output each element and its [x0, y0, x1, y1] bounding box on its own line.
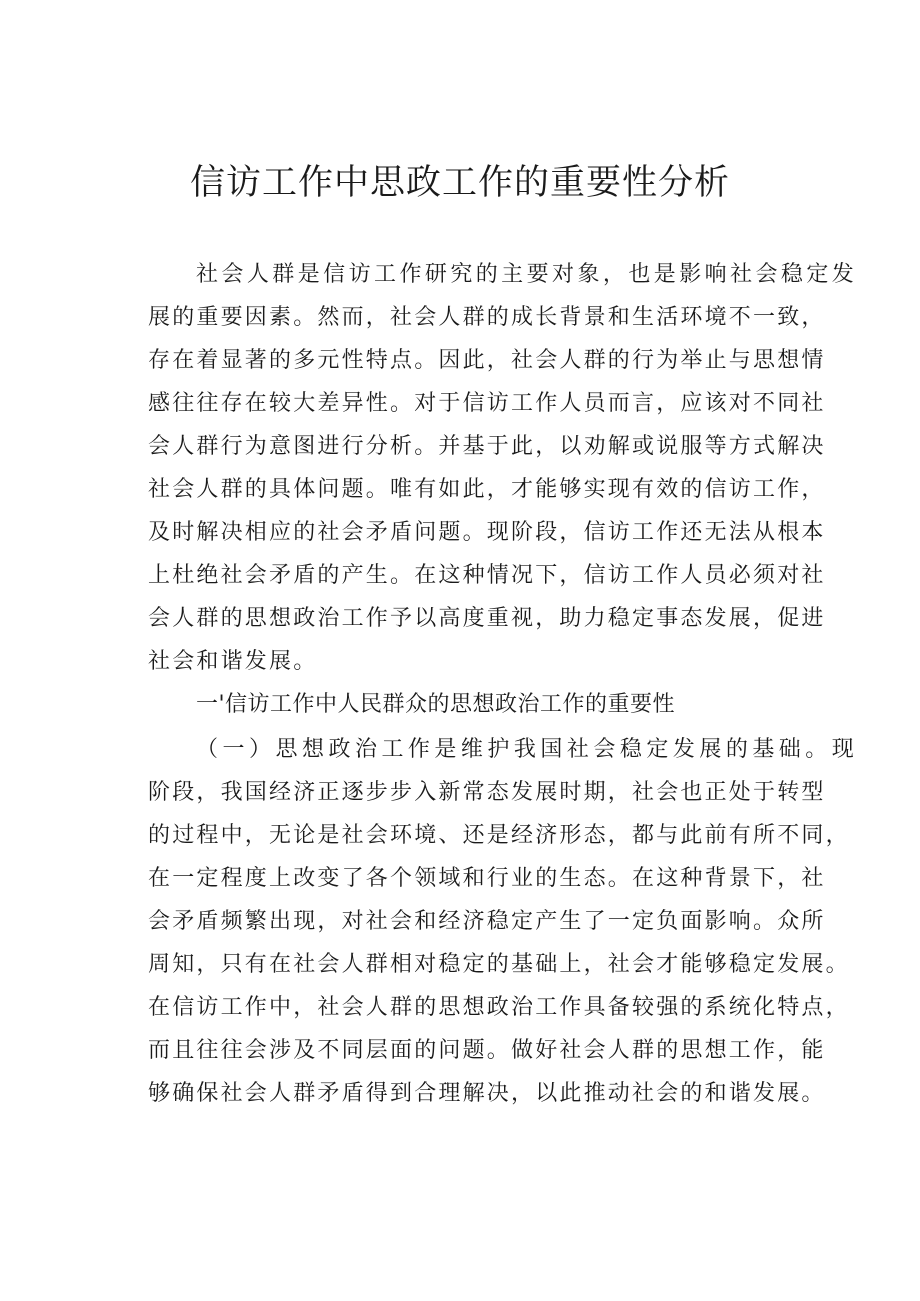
paragraph-line: 会人群行为意图进行分析。并基于此，以劝解或说服等方式解决: [148, 434, 826, 459]
paragraph-line: 感往往存在较大差异性。对于信访工作人员而言，应该对不同社: [148, 391, 826, 416]
paragraph-line: 展的重要因素。然而，社会人群的成长背景和生活环境不一致，: [148, 305, 826, 330]
section-heading: 一'信访工作中人民群众的思想政治工作的重要性: [196, 692, 676, 717]
paragraph-line: 上杜绝社会矛盾的产生。在这种情况下，信访工作人员必须对社: [148, 563, 826, 588]
paragraph-line: 社会人群是信访工作研究的主要对象，也是影响社会稳定发: [196, 262, 856, 287]
paragraph-line: 而且往往会涉及不同层面的问题。做好社会人群的思想工作，能: [148, 1038, 826, 1063]
paragraph-line: 在一定程度上改变了各个领域和行业的生态。在这种背景下，社: [148, 866, 826, 891]
paragraph-line: 的过程中，无论是社会环境、还是经济形态，都与此前有所不同，: [148, 823, 850, 848]
paragraph-line: 周知，只有在社会人群相对稳定的基础上，社会才能够稳定发展。: [148, 952, 850, 977]
paragraph-line: （一）思想政治工作是维护我国社会稳定发展的基础。现: [196, 737, 856, 762]
paragraph-line: 阶段，我国经济正逐步步入新常态发展时期，社会也正处于转型: [148, 780, 826, 805]
paragraph-line: 在信访工作中，社会人群的思想政治工作具备较强的系统化特点，: [148, 995, 850, 1020]
paragraph-line: 及时解决相应的社会矛盾问题。现阶段，信访工作还无法从根本: [148, 520, 826, 545]
paragraph-line: 社会人群的具体问题。唯有如此，才能够实现有效的信访工作，: [148, 477, 826, 502]
document-title: 信访工作中思政工作的重要性分析: [189, 163, 730, 203]
paragraph-line: 存在着显著的多元性特点。因此，社会人群的行为举止与思想情: [148, 348, 826, 373]
paragraph-line: 会矛盾频繁出现，对社会和经济稳定产生了一定负面影响。众所: [148, 909, 826, 934]
paragraph-line: 社会和谐发展。: [148, 649, 318, 674]
paragraph-line: 会人群的思想政治工作予以高度重视，助力稳定事态发展，促进: [148, 606, 826, 631]
paragraph-line: 够确保社会人群矛盾得到合理解决，以此推动社会的和谐发展。: [148, 1081, 826, 1106]
